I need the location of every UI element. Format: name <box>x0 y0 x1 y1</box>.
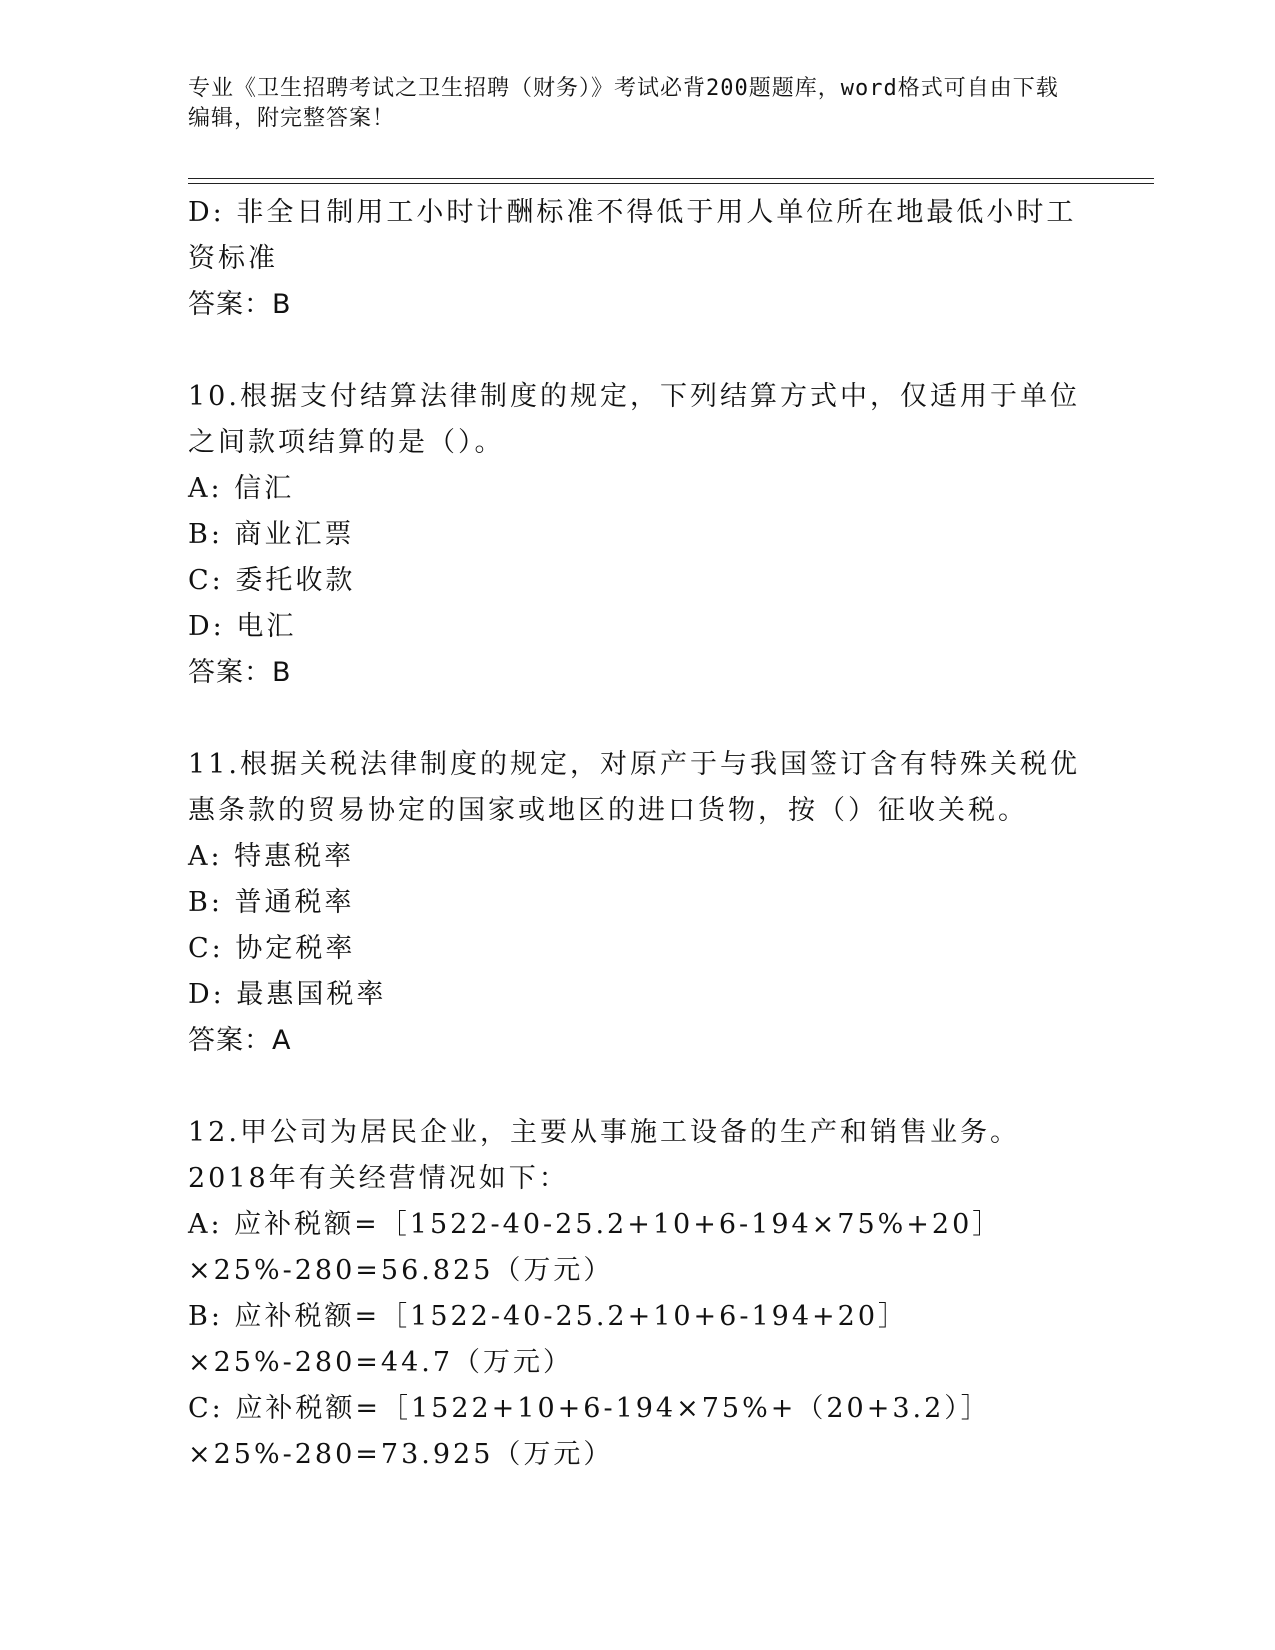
option-a: A: 特惠税率 <box>188 841 355 872</box>
question-stem: 11.根据关税法律制度的规定，对原产于与我国签订含有特殊关税优惠条款的贸易协定的国家或地区的进口货物，按（）征收关税。 <box>188 749 1080 826</box>
question-list <box>188 190 1088 1478</box>
header-rule-top <box>188 178 1154 179</box>
option-b: B: 普通税率 <box>188 887 355 918</box>
answer-label: 答案：B <box>188 657 292 688</box>
option-a: A: 应补税额=［1522-40-25.2+10+6-194×75%+20］×25%-280=56.825（万元） <box>188 1209 1003 1286</box>
option-d: D: 电汇 <box>188 611 297 642</box>
question-11 <box>188 742 1088 1064</box>
option-a: A: 信汇 <box>188 473 295 504</box>
answer-label: 答案：A <box>188 1025 292 1056</box>
question-10 <box>188 374 1088 696</box>
option-c: C: 委托收款 <box>188 565 356 596</box>
question-stem: 12.甲公司为居民企业，主要从事施工设备的生产和销售业务。2018年有关经营情况如下： <box>188 1117 1020 1194</box>
option-b: B: 应补税额=［1522-40-25.2+10+6-194+20］×25%-280=44.7（万元） <box>188 1301 908 1378</box>
question-12 <box>188 1110 1088 1478</box>
question-stem: 10.根据支付结算法律制度的规定，下列结算方式中，仅适用于单位之间款项结算的是（）。 <box>188 381 1080 458</box>
option-d: D: 最惠国税率 <box>188 979 387 1010</box>
document-header: 专业《卫生招聘考试之卫生招聘（财务）》考试必背200题题库，word格式可自由下载编辑，附完整答案！ <box>188 76 1059 131</box>
option-b: B: 商业汇票 <box>188 519 355 550</box>
header-rule-bottom <box>188 183 1154 184</box>
option-c: C: 协定税率 <box>188 933 356 964</box>
option-c: C: 应补税额=［1522+10+6-194×75%+（20+3.2）］×25%-280=73.925（万元） <box>188 1393 991 1470</box>
option-d: D: 非全日制用工小时计酬标准不得低于用人单位所在地最低小时工资标准 <box>188 197 1077 274</box>
answer-label: 答案：B <box>188 289 292 320</box>
